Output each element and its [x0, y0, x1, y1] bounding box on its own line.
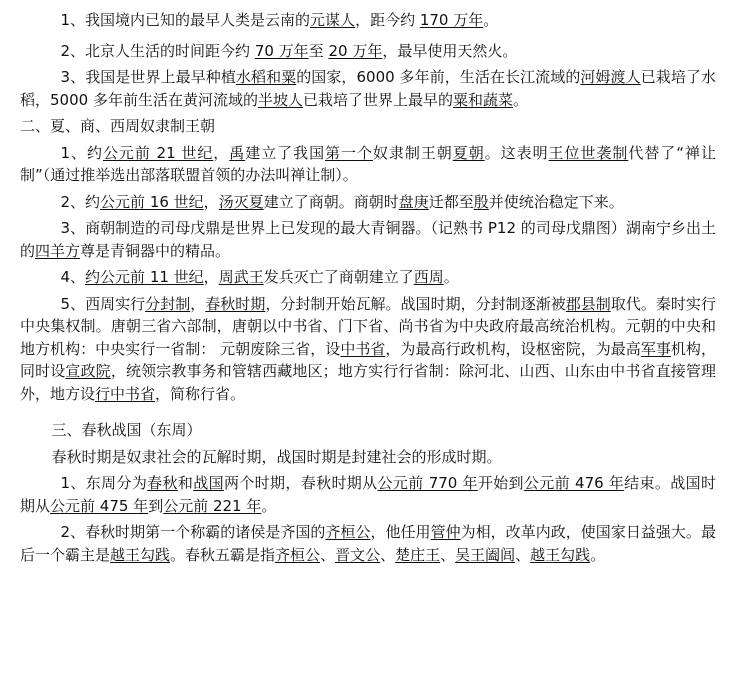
underlined-term: 170 万年 [419, 11, 484, 29]
text-run: 机构，同时设 [20, 339, 716, 380]
text-run: 、 [515, 545, 531, 564]
paragraph-rice-millet [20, 66, 716, 111]
underlined-term: 齐桓公 [275, 545, 321, 564]
text-run: 建立了我国 [245, 143, 326, 162]
text-run: ，为最高行政机构，设枢密院，为最高 [385, 339, 641, 358]
text-run: ， [203, 192, 219, 211]
underlined-term: 周武王 [218, 268, 264, 286]
underlined-term: 行中书省 [95, 384, 156, 403]
text-run: 到 [148, 496, 164, 515]
underlined-term: 公元前 21 世纪 [102, 143, 214, 162]
underlined-term: 盘庚 [398, 192, 429, 211]
text-run: 3、我国是世界上最早种植 [60, 68, 236, 86]
text-run: 已栽培了水稻，5000 多年前生活在黄河流域的 [20, 68, 716, 109]
underlined-term: 公元前 476 年 [523, 474, 625, 492]
text-run: 。这表明 [484, 143, 549, 162]
text-run: 、 [320, 545, 336, 564]
text-run: 。 [443, 268, 459, 286]
document-page [0, 9, 730, 692]
text-run: 。 [261, 496, 277, 515]
text-run: 奴隶制王朝 [372, 143, 453, 162]
paragraph-social-stage [20, 446, 716, 469]
text-run: 。 [513, 90, 529, 109]
section-heading-spring-autumn [20, 419, 716, 442]
text-run: 三、春秋战国（东周） [51, 421, 202, 439]
text-run: 尊是青铜器中的精品。 [80, 241, 231, 260]
text-run: 两个时期，春秋时期从 [223, 474, 378, 492]
underlined-term: 公元前 770 年 [377, 474, 478, 492]
text-run: ， [203, 268, 219, 286]
text-run: 并使统治稳定下来。 [488, 192, 624, 211]
underlined-term: 汤 [218, 192, 234, 211]
text-run: 2、约 [60, 192, 101, 211]
text-run: 、 [380, 545, 396, 564]
text-run: 。春秋五霸是指 [170, 545, 276, 564]
underlined-term: 春秋 [147, 474, 178, 492]
underlined-term: 禹 [229, 143, 246, 162]
underlined-term: 楚庄王 [395, 545, 441, 564]
underlined-term: 四羊方 [35, 241, 81, 260]
underlined-term: 越王勾践 [110, 545, 171, 564]
underlined-term: 吴王阖闾 [455, 545, 516, 564]
underlined-term: 约公元前 11 世纪 [85, 268, 204, 286]
underlined-term: 水稻和粟 [235, 68, 297, 86]
text-run: 2、春秋时期第一个称霸的诸侯是齐国的 [60, 523, 326, 541]
underlined-term: 元谋人 [310, 11, 356, 29]
underlined-term: 粟和蔬菜 [452, 90, 513, 109]
text-run: ，分封制开始瓦解。战国时期，分封制逐渐被 [265, 294, 566, 313]
text-run: ，距今约 [355, 11, 420, 29]
text-run: 5、西周实行 [60, 294, 146, 313]
text-run: 迁都至 [428, 192, 474, 211]
text-run: 二、夏、商、西周奴隶制王朝 [20, 117, 216, 135]
underlined-term: 中书省 [340, 339, 386, 358]
text-run: ，简称行省。 [155, 384, 246, 403]
underlined-term: 公元前 16 世纪 [100, 192, 204, 211]
underlined-term: 公元前 475 年 [50, 496, 149, 515]
text-run: 。 [590, 545, 606, 564]
text-run: 为相，改革内政，使国家日益强大。最后一个霸主是 [20, 523, 716, 564]
underlined-term: 第一个 [325, 143, 373, 162]
paragraph-political-systems [20, 293, 716, 406]
underlined-term: 半坡人 [257, 90, 303, 109]
underlined-term: 越王勾践 [530, 545, 591, 564]
text-run: 1、东周分为 [60, 474, 148, 492]
underlined-term: 殷 [473, 192, 489, 211]
underlined-term: 20 万年 [328, 41, 383, 60]
paragraph-beijing-man [20, 40, 716, 63]
section-heading-xia-shang-zhou [20, 115, 716, 138]
text-run: 至 [308, 41, 329, 60]
paragraph-shang-dynasty [20, 191, 716, 214]
underlined-term: 宣政院 [65, 362, 111, 380]
underlined-term: 西周 [413, 268, 444, 286]
text-run: ，最早使用天然火。 [382, 41, 518, 60]
underlined-term: 军事 [640, 339, 671, 358]
underlined-term: 王位世袭制 [548, 143, 629, 162]
underlined-term: 灭夏 [233, 192, 264, 211]
paragraph-yuanmou [20, 9, 716, 32]
text-run: 已栽培了世界上最早的 [302, 90, 453, 109]
text-run: 春秋时期是奴隶社会的瓦解时期，战国时期是封建社会的形成时期。 [51, 447, 502, 466]
text-run: ， [213, 143, 230, 162]
text-run: ，他任用 [370, 523, 431, 541]
text-run: 建立了商朝。商朝时 [263, 192, 399, 211]
text-run: 1、约 [60, 143, 103, 162]
text-run: 和 [177, 474, 194, 492]
text-run: 发兵灭亡了商朝建立了 [263, 268, 414, 286]
underlined-term: 春秋时期 [205, 294, 266, 313]
underlined-term: 齐桓公 [325, 523, 371, 541]
text-run: 1、我国境内已知的最早人类是云南的 [60, 11, 311, 29]
text-run: 结束。战国时期从 [20, 474, 716, 515]
text-run: 的国家，6000 多年前，生活在长江流域的 [296, 68, 581, 86]
underlined-term: 河姆渡人 [580, 68, 641, 86]
underlined-term: 郡县制 [565, 294, 611, 313]
text-run: 3、商朝制造的司母戊鼎是世界上已发现的最大青铜器。（记熟书 P12 的司母戊鼎图）湖南宁乡出土的 [20, 219, 716, 260]
text-run: 代替了“禅让制”（通过推举选出部落联盟首领的办法叫禅让制）。 [20, 143, 716, 184]
paragraph-western-zhou [20, 266, 716, 289]
underlined-term: 夏朝 [452, 143, 485, 162]
underlined-term: 分封制 [145, 294, 191, 313]
text-run: 、 [440, 545, 456, 564]
text-run: ，统领宗教事务和管辖西藏地区；地方实行行省制：除河北、山西、山东由中书省直接管理外，地方设 [20, 362, 716, 403]
text-run: 取代。秦时实行中央集权制。唐朝三省六部制，唐朝以中书省、门下省、尚书省为中央政府最高统治机构。元朝的中央和地方机构：中央实行一省制： 元朝废除三省，设 [20, 294, 716, 358]
paragraph-hegemons [20, 521, 716, 566]
paragraph-eastern-zhou [20, 472, 716, 517]
text-run: 4、 [60, 268, 86, 286]
paragraph-xia-dynasty [20, 142, 716, 187]
underlined-term: 晋文公 [335, 545, 381, 564]
text-run: 2、北京人生活的时间距今约 [60, 41, 255, 60]
underlined-term: 战国 [193, 474, 224, 492]
text-run: ， [190, 294, 206, 313]
underlined-term: 公元前 221 年 [163, 496, 262, 515]
underlined-term: 管仲 [430, 523, 461, 541]
paragraph-bronze [20, 217, 716, 262]
text-run: 开始到 [477, 474, 524, 492]
text-run: 。 [483, 11, 499, 29]
underlined-term: 70 万年 [254, 41, 309, 60]
